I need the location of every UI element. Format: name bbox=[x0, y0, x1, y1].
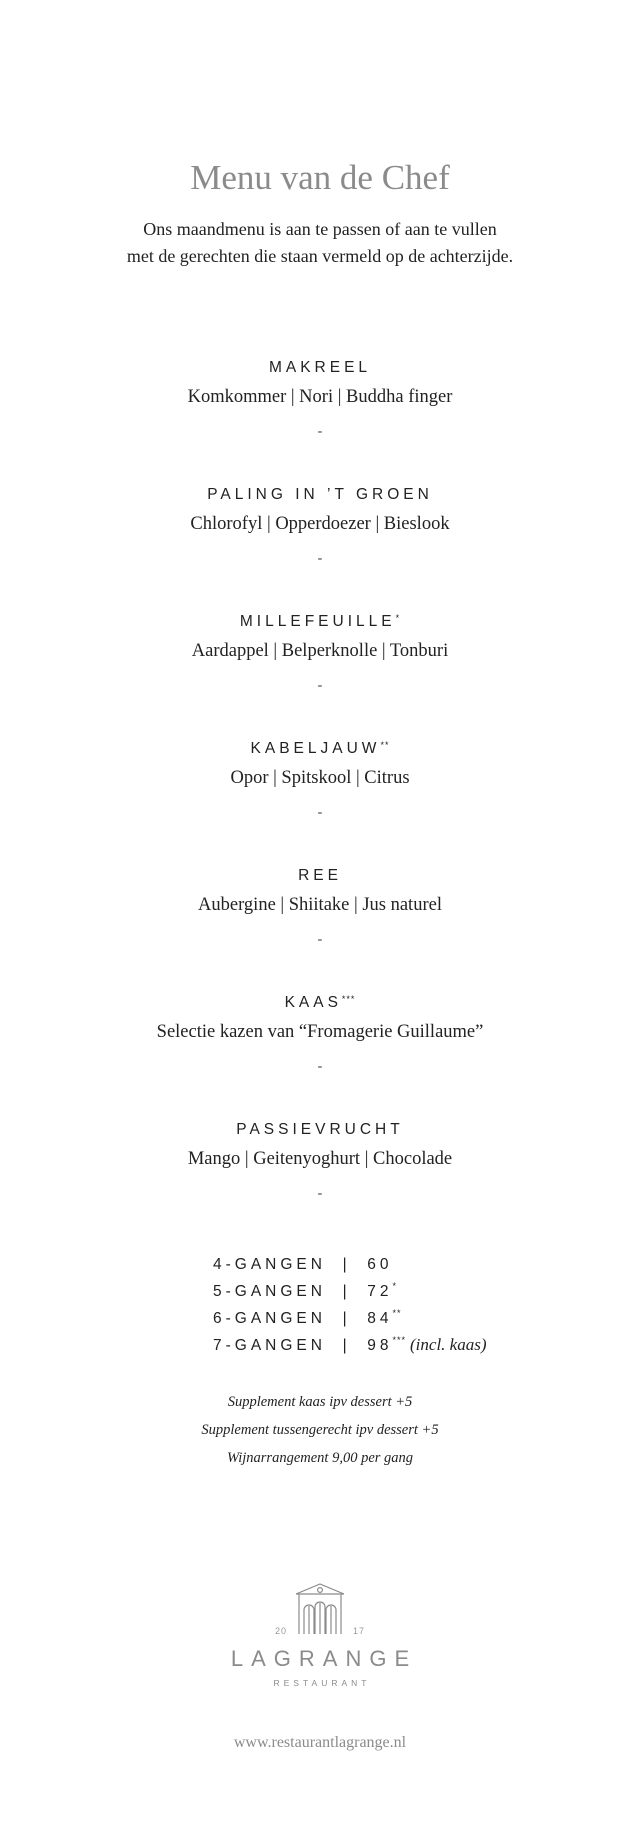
course-mark: *** bbox=[341, 994, 356, 1004]
price-label: 7-GANGEN bbox=[213, 1337, 326, 1354]
logo-year-left: 20 bbox=[275, 1626, 288, 1636]
supplement-list bbox=[0, 1388, 640, 1472]
course-list bbox=[0, 354, 640, 1243]
price-mark: *** bbox=[392, 1335, 407, 1345]
course-description: Komkommer | Nori | Buddha finger bbox=[187, 387, 453, 407]
price-row bbox=[213, 1250, 487, 1277]
price-label: 6-GANGEN bbox=[213, 1310, 326, 1327]
course-separator: - bbox=[317, 1186, 323, 1201]
course-description: Mango | Geitenyoghurt | Chocolade bbox=[187, 1149, 453, 1169]
building-icon bbox=[292, 1582, 348, 1636]
price-divider: | bbox=[342, 1310, 351, 1327]
intro-line: Ons maandmenu is aan te passen of aan te vullen bbox=[143, 219, 497, 239]
price-row bbox=[213, 1331, 487, 1358]
course-name: REE bbox=[298, 867, 342, 884]
website-link[interactable]: www.restaurantlagrange.nl bbox=[233, 1734, 407, 1751]
course-name: PALING IN ’T GROEN bbox=[207, 486, 433, 503]
brand-subtitle: RESTAURANT bbox=[273, 1678, 371, 1688]
course-item bbox=[0, 1116, 640, 1243]
course-description: Chlorofyl | Opperdoezer | Bieslook bbox=[190, 514, 450, 534]
course-item bbox=[0, 989, 640, 1116]
course-separator: - bbox=[317, 678, 323, 693]
supplement-item: Supplement kaas ipv dessert +5 bbox=[227, 1394, 413, 1410]
course-item bbox=[0, 608, 640, 735]
price-mark: ** bbox=[392, 1308, 402, 1318]
price-divider: | bbox=[342, 1337, 351, 1354]
price-label: 4-GANGEN bbox=[213, 1256, 326, 1273]
course-description: Aubergine | Shiitake | Jus naturel bbox=[198, 895, 442, 915]
supplement-item: Supplement tussengerecht ipv dessert +5 bbox=[201, 1422, 439, 1438]
course-description: Selectie kazen van “Fromagerie Guillaume” bbox=[156, 1022, 484, 1042]
price-note: (incl. kaas) bbox=[410, 1335, 487, 1354]
course-mark: * bbox=[395, 613, 401, 623]
page-title: Menu van de Chef bbox=[190, 158, 450, 197]
course-description: Opor | Spitskool | Citrus bbox=[230, 768, 410, 788]
price-value: 72 bbox=[367, 1283, 393, 1300]
price-divider: | bbox=[342, 1256, 351, 1273]
price-mark: * bbox=[392, 1281, 398, 1291]
course-name: MILLEFEUILLE* bbox=[239, 613, 401, 630]
course-separator: - bbox=[317, 932, 323, 947]
price-row bbox=[213, 1304, 487, 1331]
course-separator: - bbox=[317, 1059, 323, 1074]
course-separator: - bbox=[317, 551, 323, 566]
course-name: PASSIEVRUCHT bbox=[236, 1121, 404, 1138]
intro-text bbox=[0, 216, 640, 270]
course-description: Aardappel | Belperknolle | Tonburi bbox=[191, 641, 449, 661]
brand-name: LAGRANGE bbox=[230, 1646, 418, 1671]
course-item bbox=[0, 735, 640, 862]
course-separator: - bbox=[317, 424, 323, 439]
course-item bbox=[0, 481, 640, 608]
logo-year-right: 17 bbox=[353, 1626, 366, 1636]
price-list bbox=[213, 1250, 487, 1358]
course-name: MAKREEL bbox=[268, 359, 372, 376]
price-value: 84 bbox=[367, 1310, 393, 1327]
course-separator: - bbox=[317, 805, 323, 820]
price-divider: | bbox=[342, 1283, 351, 1300]
course-item bbox=[0, 354, 640, 481]
course-mark: ** bbox=[380, 740, 390, 750]
course-name: KAAS*** bbox=[284, 994, 356, 1011]
price-label: 5-GANGEN bbox=[213, 1283, 326, 1300]
supplement-item: Wijnarrangement 9,00 per gang bbox=[226, 1450, 414, 1466]
course-item bbox=[0, 862, 640, 989]
price-value: 60 bbox=[367, 1256, 393, 1273]
course-name: KABELJAUW** bbox=[250, 740, 390, 757]
restaurant-logo bbox=[0, 1582, 640, 1688]
intro-line: met de gerechten die staan vermeld op de achterzijde. bbox=[126, 246, 514, 266]
price-value: 98 bbox=[367, 1337, 393, 1354]
price-row bbox=[213, 1277, 487, 1304]
